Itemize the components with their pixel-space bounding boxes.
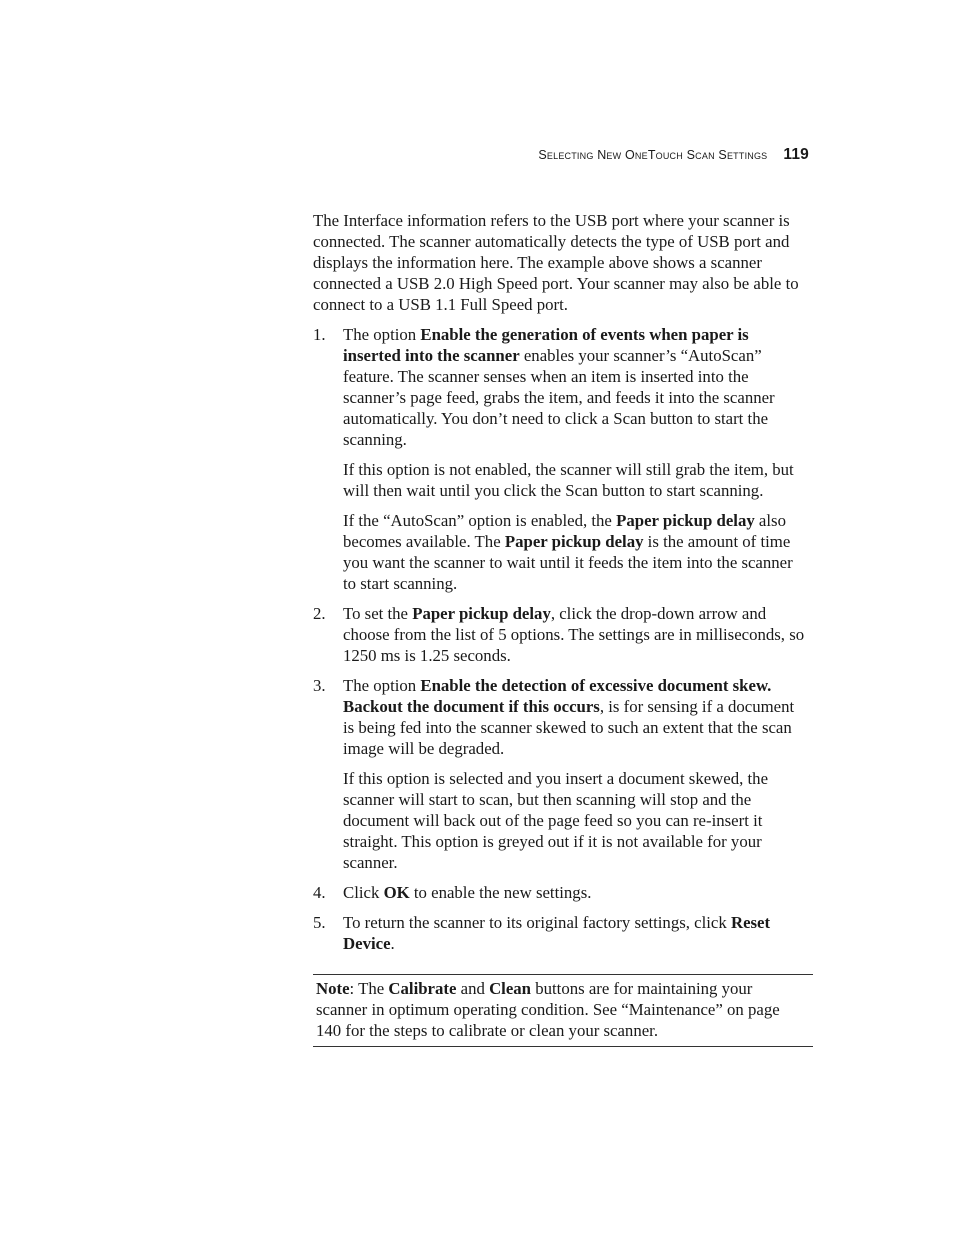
page-content bbox=[313, 210, 813, 1047]
option-name: Paper pickup delay bbox=[412, 604, 551, 623]
text-run: To return the scanner to its original factory settings, click bbox=[343, 913, 731, 932]
steps-list bbox=[313, 324, 813, 954]
note-label: Note bbox=[316, 979, 350, 998]
button-name: OK bbox=[383, 883, 410, 902]
text-run: If the “AutoScan” option is enabled, the bbox=[343, 511, 617, 530]
step-paragraph bbox=[343, 510, 809, 594]
running-header bbox=[538, 146, 809, 164]
button-name: Calibrate bbox=[388, 979, 457, 998]
button-name: Clean bbox=[489, 979, 532, 998]
text-run: buttons are for maintaining your scanner in optimum operating condition. See “Maintenance” on page 140 for the steps to calibrate or clean your scanner. bbox=[316, 979, 780, 1040]
step-number: 4. bbox=[313, 883, 326, 902]
button-name: Reset Device bbox=[343, 913, 771, 953]
step-paragraph bbox=[343, 603, 809, 666]
intro-paragraph: The Interface information refers to the USB port where your scanner is connected. The scanner automatically detects the type of USB port and displays the information here. The example above shows a scanner connected a USB 2.0 High Speed port. Your scanner may also be able to connect to a USB 1.1 Full Speed port. bbox=[313, 211, 799, 314]
step-3 bbox=[313, 675, 809, 873]
step-number: 2. bbox=[313, 604, 326, 623]
option-name: Enable the detection of excessive document skew. Backout the document if this occurs bbox=[343, 676, 772, 716]
text-run: , click the drop-down arrow and choose from the list of 5 options. The settings are in milliseconds, so 1250 ms is 1.25 seconds. bbox=[343, 604, 805, 665]
step-paragraph: If this option is selected and you insert a document skewed, the scanner will start to scan, but then scanning will stop and the document will back out of the page feed so you can re-insert it straight. This option is greyed out if it is not available for your scanner. bbox=[343, 769, 769, 872]
text-run: The option bbox=[343, 325, 421, 344]
step-number: 5. bbox=[313, 913, 326, 932]
text-run: enables your scanner’s “AutoScan” feature. The scanner senses when an item is inserted into the scanner’s page feed, grabs the item, and feeds it into the scanner automatically. You don’t need to click a Scan button to start the scanning. bbox=[343, 346, 775, 449]
text-run: : The bbox=[349, 979, 389, 998]
section-title: Selecting New OneTouch Scan Settings bbox=[538, 148, 768, 162]
text-run: The option bbox=[343, 676, 421, 695]
option-name: Enable the generation of events when paper is inserted into the scanner bbox=[343, 325, 749, 365]
note-box bbox=[313, 974, 813, 1047]
option-name: Paper pickup delay bbox=[504, 532, 644, 551]
page-number: 119 bbox=[783, 146, 809, 163]
step-4 bbox=[313, 882, 809, 903]
step-2 bbox=[313, 603, 809, 666]
step-number: 3. bbox=[313, 676, 326, 695]
text-run: Click bbox=[343, 883, 384, 902]
step-paragraph bbox=[343, 675, 809, 759]
step-1 bbox=[313, 324, 809, 594]
option-name: Paper pickup delay bbox=[616, 511, 755, 530]
note-paragraph bbox=[316, 978, 786, 1041]
step-paragraph bbox=[343, 324, 809, 450]
step-paragraph bbox=[343, 882, 809, 903]
step-paragraph bbox=[343, 912, 809, 954]
text-run: and bbox=[456, 979, 490, 998]
text-run: is the amount of time you want the scanner to wait until it feeds the item into the scanner to start scanning. bbox=[343, 532, 793, 593]
step-5 bbox=[313, 912, 809, 954]
step-number: 1. bbox=[313, 325, 326, 344]
text-run: to enable the new settings. bbox=[409, 883, 592, 902]
text-run: , is for sensing if a document is being fed into the scanner skewed to such an extent that the scan image will be degraded. bbox=[343, 697, 795, 758]
text-run: To set the bbox=[343, 604, 413, 623]
text-run: also becomes available. The bbox=[343, 511, 786, 551]
step-paragraph: If this option is not enabled, the scanner will still grab the item, but will then wait until you click the Scan button to start scanning. bbox=[343, 460, 794, 500]
text-run: . bbox=[390, 934, 395, 953]
